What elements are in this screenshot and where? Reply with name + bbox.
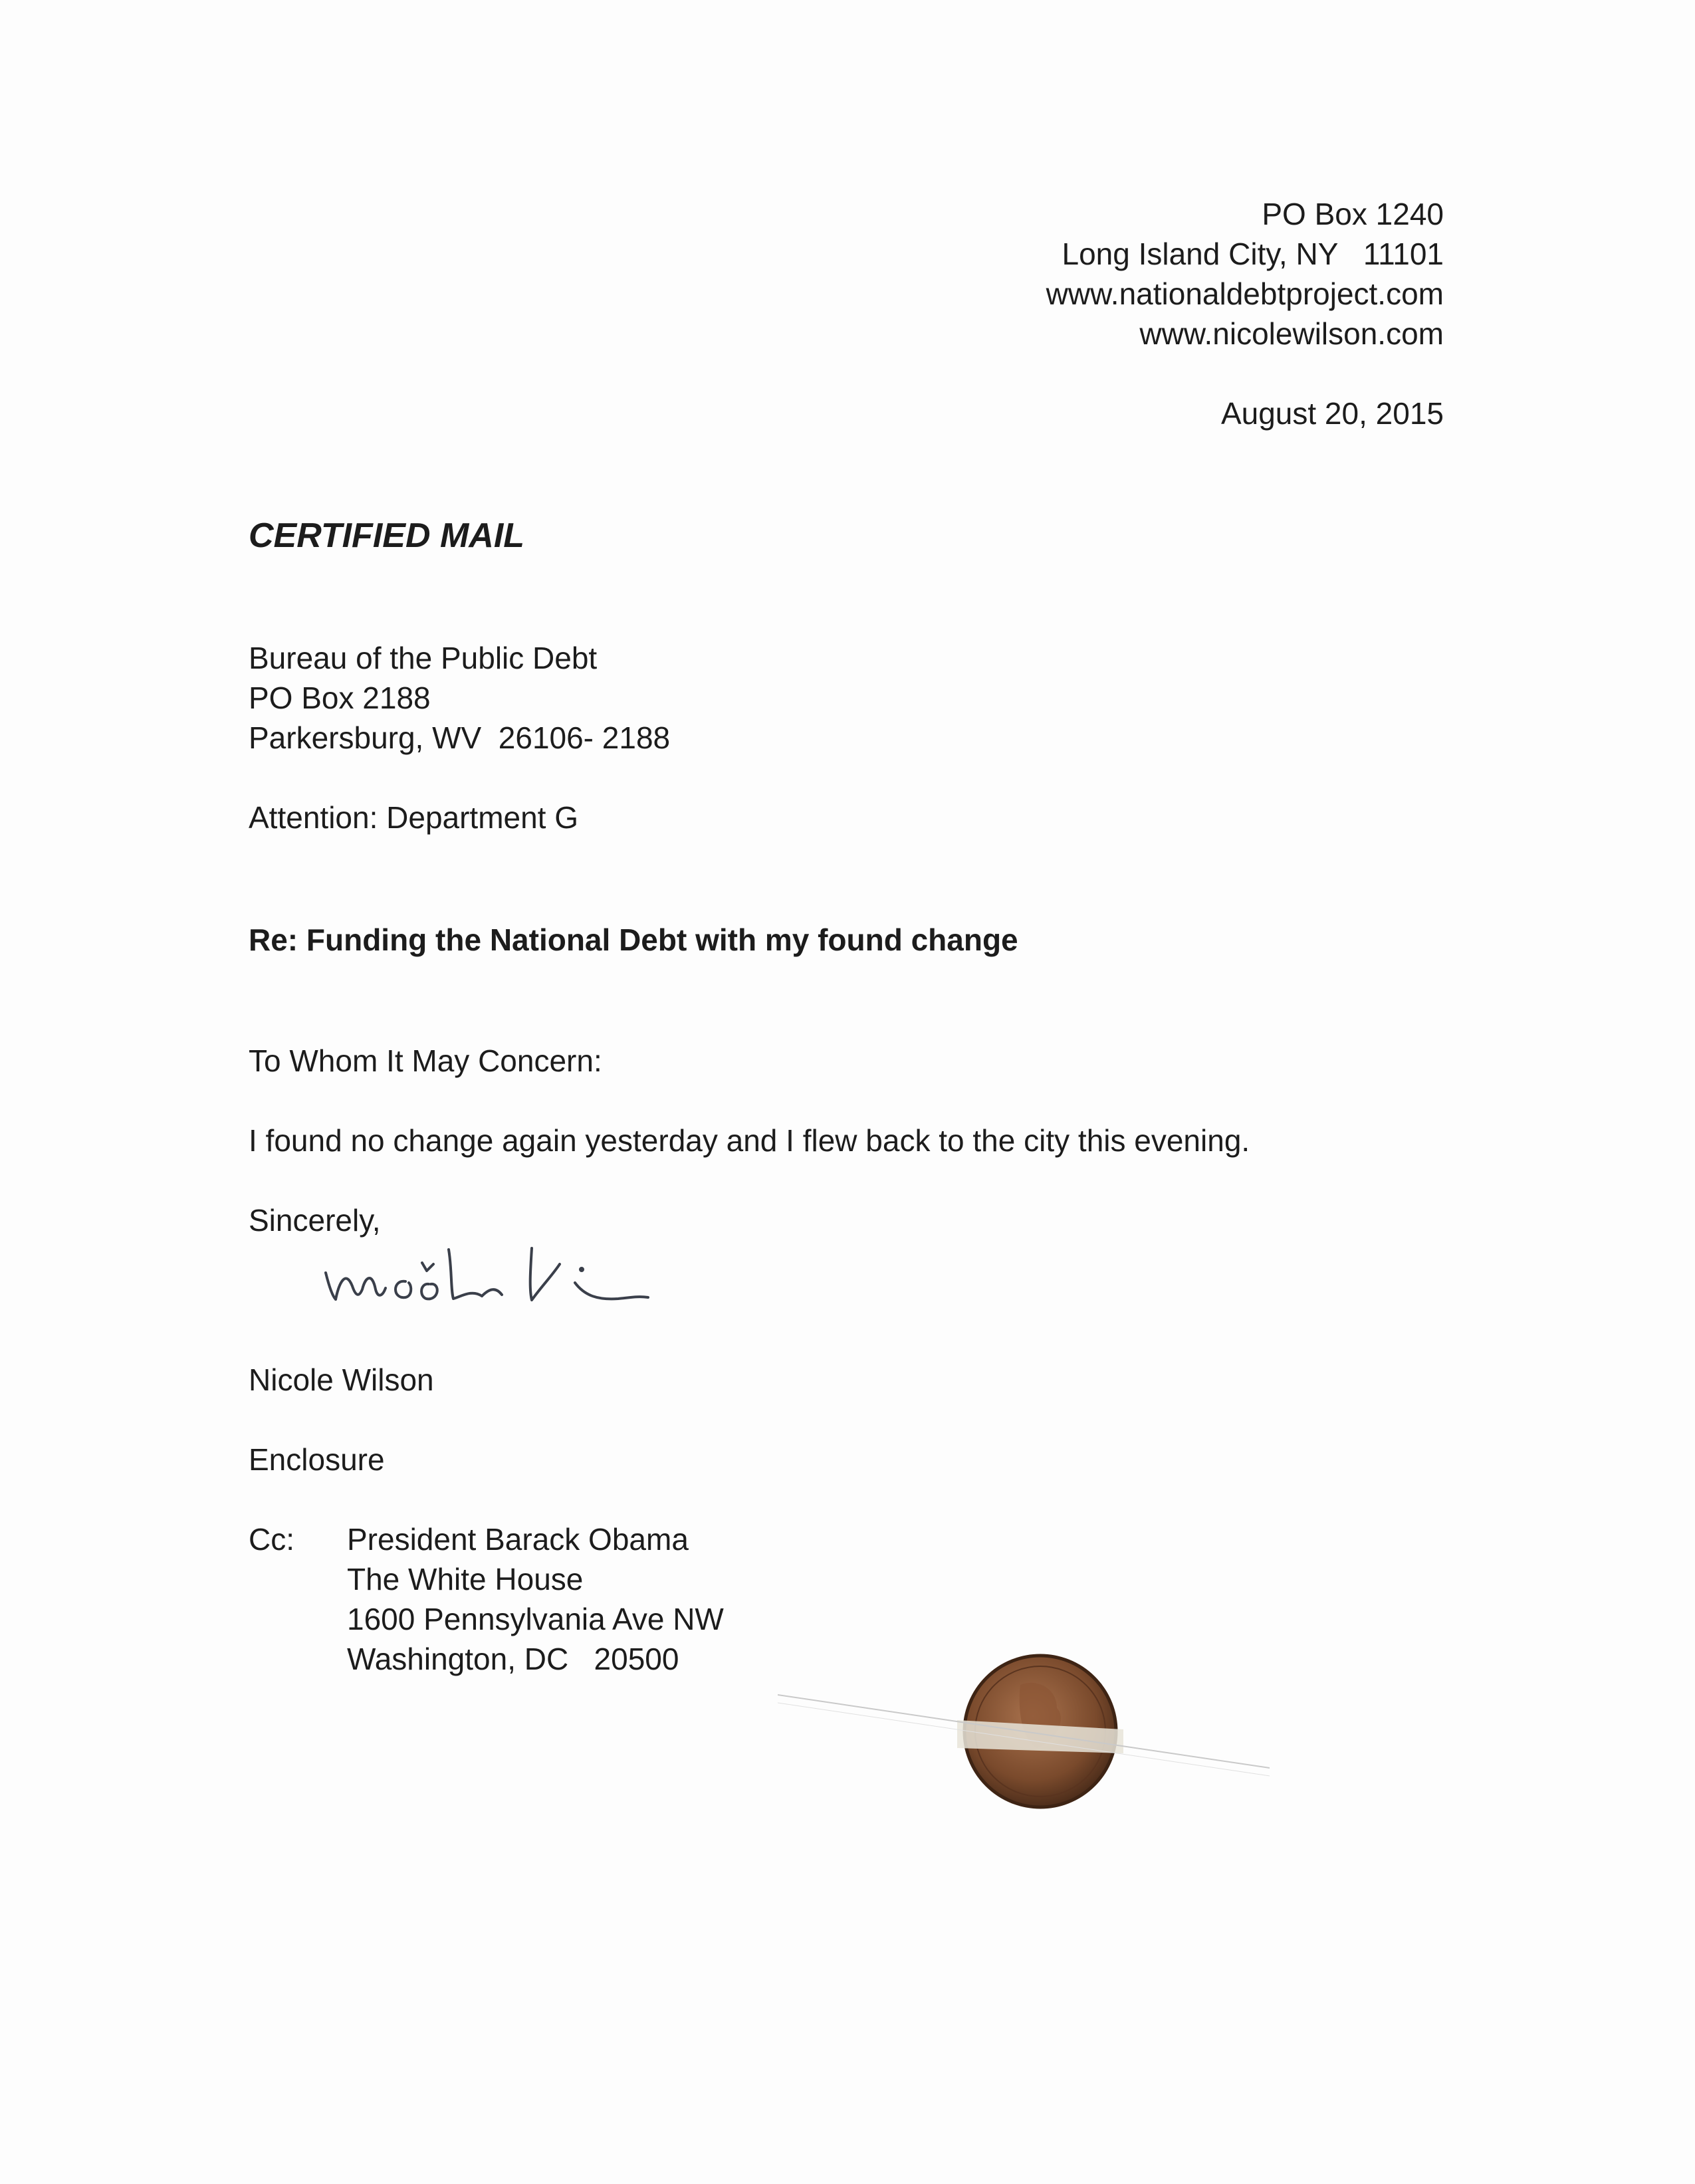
tape-strip-image bbox=[778, 1682, 1270, 1788]
closing: Sincerely, bbox=[249, 1203, 381, 1238]
recipient-name: Bureau of the Public Debt bbox=[249, 641, 598, 675]
certified-mail-heading: CERTIFIED MAIL bbox=[249, 516, 525, 555]
recipient-address-line3: Parkersburg, WV 26106- 2188 bbox=[249, 720, 671, 755]
cc-line1: President Barack Obama bbox=[347, 1522, 689, 1557]
enclosure-label: Enclosure bbox=[249, 1442, 385, 1477]
salutation: To Whom It May Concern: bbox=[249, 1043, 602, 1078]
letter-body: I found no change again yesterday and I flew back to the city this evening. bbox=[249, 1123, 1250, 1158]
cc-label: Cc: bbox=[249, 1522, 294, 1557]
letter-date: August 20, 2015 bbox=[1220, 396, 1444, 431]
sender-website-1: www.nationaldebtproject.com bbox=[1046, 276, 1444, 311]
cc-line2: The White House bbox=[347, 1562, 584, 1596]
subject-line: Re: Funding the National Debt with my found change bbox=[249, 923, 1018, 957]
sender-website-2: www.nicolewilson.com bbox=[1139, 316, 1444, 351]
attention-line: Attention: Department G bbox=[249, 800, 579, 835]
sender-address-line2: Long Island City, NY 11101 bbox=[1062, 237, 1444, 271]
sender-address-line1: PO Box 1240 bbox=[1262, 197, 1444, 231]
cc-line4: Washington, DC 20500 bbox=[347, 1642, 679, 1676]
recipient-address-line2: PO Box 2188 bbox=[249, 681, 431, 715]
signer-name: Nicole Wilson bbox=[249, 1363, 434, 1397]
signature-image bbox=[312, 1223, 685, 1323]
cc-line3: 1600 Pennsylvania Ave NW bbox=[347, 1602, 724, 1636]
